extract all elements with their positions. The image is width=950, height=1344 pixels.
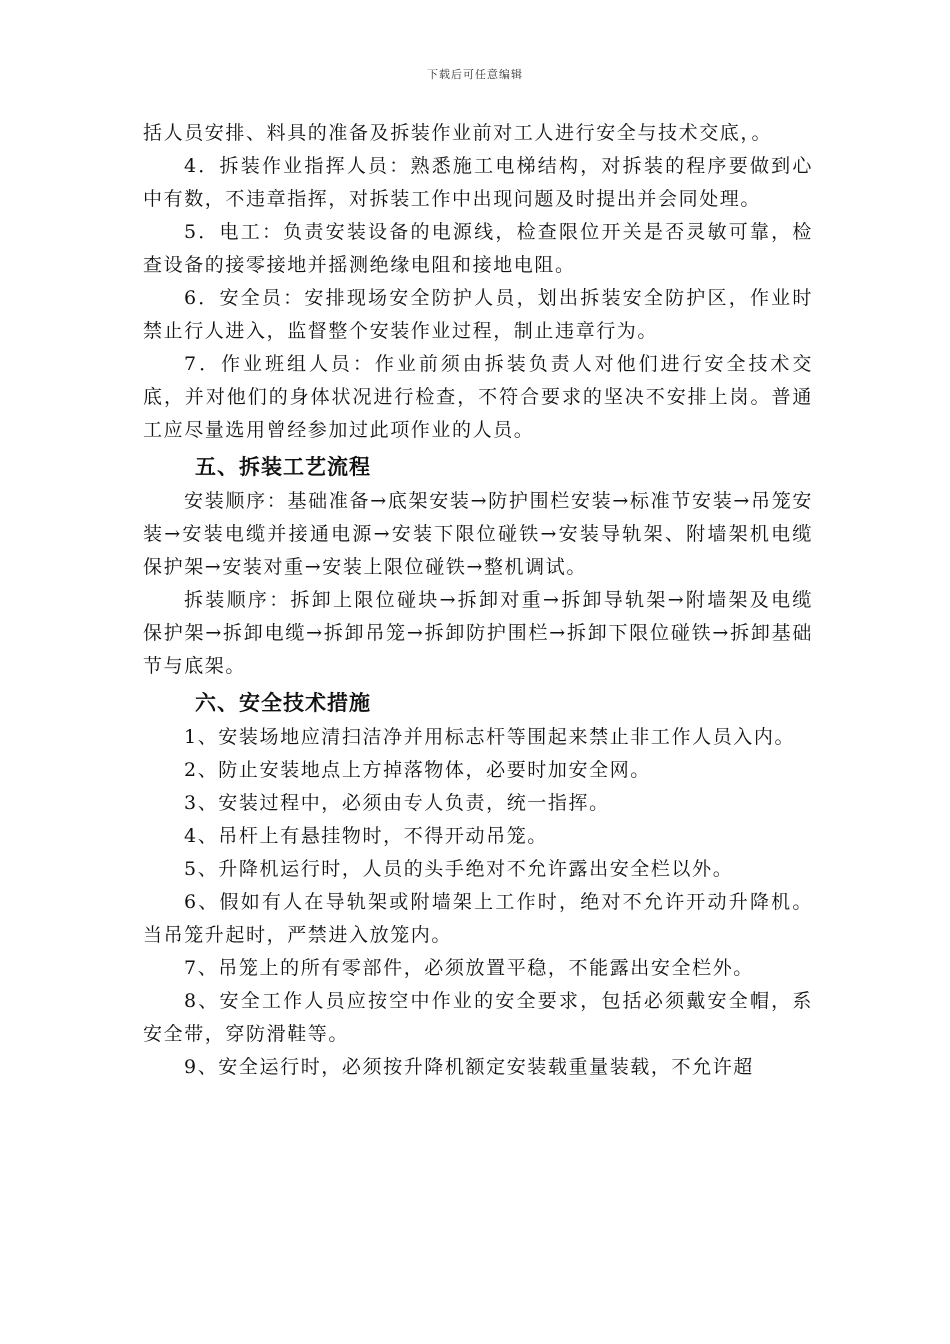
section-heading: 五、拆装工艺流程 (195, 454, 371, 479)
document-body (143, 117, 813, 1084)
paragraph: 9、安全运行时，必须按升降机额定安装载重量装载，不允许超 (184, 1056, 754, 1078)
paragraph: 5．电工：负责安装设备的电源线，检查限位开关是否灵敏可靠，检查设备的接零接地并摇测绝缘电阻和接地电阻。 (143, 221, 813, 276)
paragraph: 6．安全员：安排现场安全防护人员，划出拆装安全防护区，作业时禁止行人进入，监督整个安装作业过程，制止违章行为。 (143, 287, 813, 342)
paragraph: 6、假如有人在导轨架或附墙架上工作时，绝对不允许开动升降机。当吊笼升起时，严禁进入放笼内。 (143, 891, 813, 946)
paragraph: 安装顺序：基础准备→底架安装→防护围栏安装→标准节安装→吊笼安装→安装电缆并接通电源→安装下限位碰铁→安装导轨架、附墙架机电缆保护架→安装对重→安装上限位碰铁→整机调试。 (143, 490, 813, 578)
paragraph: 拆装顺序：拆卸上限位碰块→拆卸对重→拆卸导轨架→附墙架及电缆保护架→拆卸电缆→拆卸吊笼→拆卸防护围栏→拆卸下限位碰铁→拆卸基础节与底架。 (143, 589, 813, 677)
paragraph: 8、安全工作人员应按空中作业的安全要求，包括必须戴安全帽，系安全带，穿防滑鞋等。 (143, 990, 813, 1045)
paragraph: 7、吊笼上的所有零部件，必须放置平稳，不能露出安全栏外。 (184, 957, 754, 979)
paragraph: 4、吊杆上有悬挂物时，不得开动吊笼。 (184, 825, 548, 847)
section-heading: 六、安全技术措施 (195, 690, 371, 715)
paragraph: 2、防止安装地点上方掉落物体，必要时加安全网。 (184, 759, 651, 781)
paragraph: 3、安装过程中，必须由专人负责，统一指挥。 (184, 792, 610, 814)
page-header-note: 下载后可任意编辑 (427, 68, 523, 81)
paragraph: 1、安装场地应清扫洁净并用标志杆等围起来禁止非工作人员入内。 (184, 726, 796, 748)
paragraph: 括人员安排、料具的准备及拆装作业前对工人进行安全与技术交底，。 (143, 122, 773, 144)
paragraph: 7．作业班组人员：作业前须由拆装负责人对他们进行安全技术交底，并对他们的身体状况进行检查，不符合要求的坚决不安排上岗。普通工应尽量选用曾经参加过此项作业的人员。 (143, 353, 813, 441)
paragraph: 5、升降机运行时，人员的头手绝对不允许露出安全栏以外。 (184, 858, 734, 880)
paragraph: 4．拆装作业指挥人员：熟悉施工电梯结构，对拆装的程序要做到心中有数，不违章指挥，对拆装工作中出现问题及时提出并会同处理。 (143, 155, 813, 210)
